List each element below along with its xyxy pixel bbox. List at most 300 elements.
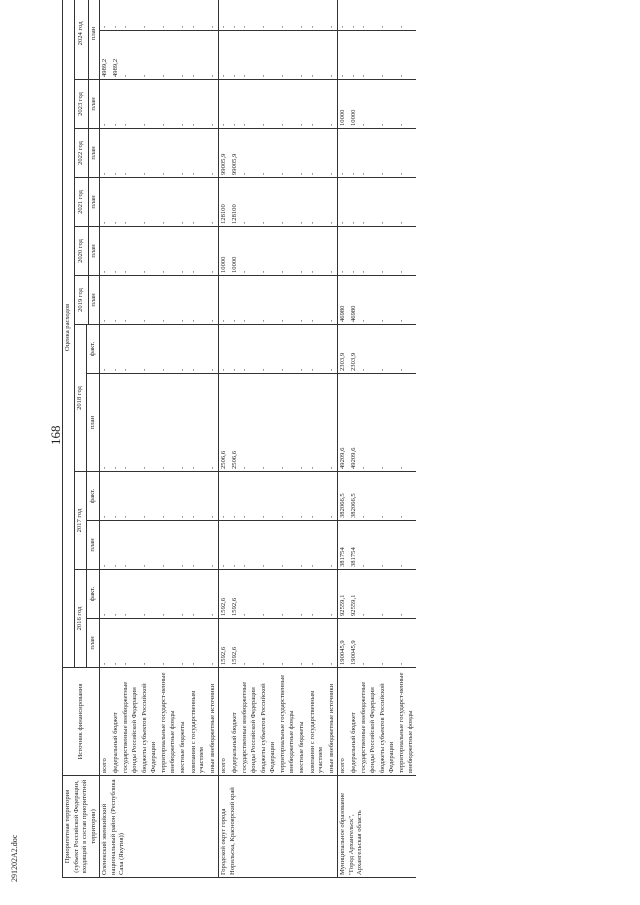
value-cell: - (100, 374, 111, 472)
value-cell: - (111, 129, 122, 178)
value-cell: - (240, 619, 259, 668)
value-cell: - (327, 619, 338, 668)
value-cell: - (140, 521, 159, 570)
value-cell: 1592,6 (219, 570, 230, 619)
value-cell: - (100, 0, 111, 31)
source-cell: всего (219, 668, 230, 776)
header-plan: план (87, 521, 100, 570)
value-cell: - (178, 178, 189, 227)
value-cell: - (140, 619, 159, 668)
value-cell: 2506,6 (230, 374, 241, 472)
value-cell: - (327, 374, 338, 472)
value-cell: - (140, 178, 159, 227)
value-cell: - (378, 521, 397, 570)
value-cell: - (378, 31, 397, 80)
value-cell: - (278, 129, 297, 178)
value-cell: - (219, 0, 230, 31)
value-cell: - (308, 0, 327, 31)
value-cell: - (338, 31, 349, 80)
value-cell: - (378, 80, 397, 129)
footer-filename: 291202A2.doc (10, 834, 19, 882)
table-row (378, 0, 397, 878)
value-cell: - (259, 31, 278, 80)
value-cell: - (278, 0, 297, 31)
value-cell: - (100, 129, 111, 178)
value-cell: - (378, 227, 397, 276)
value-cell: - (359, 276, 378, 325)
header-plan: план (88, 276, 100, 325)
value-cell: - (140, 31, 159, 80)
value-cell: - (159, 31, 178, 80)
value-cell: - (359, 227, 378, 276)
header-plan: план (88, 80, 100, 129)
value-cell: 99005,9 (230, 129, 241, 178)
value-cell: - (278, 178, 297, 227)
value-cell: - (327, 570, 338, 619)
value-cell: - (100, 178, 111, 227)
value-cell: - (327, 521, 338, 570)
value-cell: - (349, 0, 360, 31)
value-cell: - (240, 227, 259, 276)
value-cell: - (111, 0, 122, 31)
value-cell: - (349, 31, 360, 80)
header-year: 2018 год (74, 325, 87, 472)
value-cell: - (121, 276, 140, 325)
header-year: 2023 год (74, 80, 88, 129)
table-row (121, 0, 140, 878)
value-cell: - (397, 374, 416, 472)
value-cell: - (240, 0, 259, 31)
value-cell: - (359, 31, 378, 80)
value-cell: - (189, 80, 208, 129)
value-cell: - (208, 521, 219, 570)
value-cell: - (189, 31, 208, 80)
value-cell: - (378, 472, 397, 521)
value-cell: - (111, 227, 122, 276)
value-cell: 2303,9 (338, 325, 349, 374)
value-cell: - (121, 570, 140, 619)
value-cell: - (278, 619, 297, 668)
value-cell: - (359, 325, 378, 374)
value-cell: - (219, 325, 230, 374)
value-cell: - (100, 227, 111, 276)
value-cell: - (278, 276, 297, 325)
value-cell: - (189, 521, 208, 570)
value-cell: - (219, 521, 230, 570)
table-row (240, 0, 259, 878)
value-cell: - (338, 178, 349, 227)
value-cell: - (397, 178, 416, 227)
source-cell: территориальные государст-венные внебюджетные фонды (159, 668, 178, 776)
value-cell: - (297, 0, 308, 31)
value-cell: - (240, 374, 259, 472)
value-cell: - (397, 276, 416, 325)
value-cell: - (100, 619, 111, 668)
value-cell: - (159, 325, 178, 374)
value-cell: 92559,1 (349, 570, 360, 619)
value-cell: - (378, 374, 397, 472)
value-cell: - (100, 472, 111, 521)
value-cell: - (397, 0, 416, 31)
value-cell: - (327, 178, 338, 227)
value-cell: - (240, 276, 259, 325)
header-plan: план (88, 227, 100, 276)
value-cell: - (140, 80, 159, 129)
value-cell: - (230, 325, 241, 374)
value-cell: - (121, 129, 140, 178)
value-cell: 1592,6 (219, 619, 230, 668)
value-cell: - (278, 31, 297, 80)
value-cell: - (278, 570, 297, 619)
value-cell: - (159, 570, 178, 619)
table-row (189, 0, 208, 878)
source-cell: иные внебюджетные источники (208, 668, 219, 776)
table-row (259, 0, 278, 878)
value-cell: - (359, 0, 378, 31)
value-cell: - (208, 570, 219, 619)
value-cell: - (378, 276, 397, 325)
value-cell: 4989,2 (111, 31, 122, 80)
table-row (308, 0, 327, 878)
header-plan: план (87, 619, 100, 668)
value-cell: - (189, 0, 208, 31)
value-cell: 92559,1 (338, 570, 349, 619)
value-cell: - (111, 276, 122, 325)
value-cell: - (397, 570, 416, 619)
rotated-table-wrapper (62, 21, 627, 878)
value-cell: - (219, 80, 230, 129)
value-cell: 1592,6 (230, 619, 241, 668)
value-cell: - (308, 374, 327, 472)
value-cell: - (297, 129, 308, 178)
value-cell: 190045,9 (338, 619, 349, 668)
source-cell: местные бюджеты (297, 668, 308, 776)
value-cell: - (189, 374, 208, 472)
table-row (397, 0, 416, 878)
value-cell: - (208, 80, 219, 129)
value-cell: - (208, 227, 219, 276)
source-cell: иные внебюджетные источники (327, 668, 338, 776)
value-cell: - (100, 276, 111, 325)
value-cell: - (121, 374, 140, 472)
value-cell: - (219, 472, 230, 521)
value-cell: - (178, 374, 189, 472)
value-cell: - (208, 325, 219, 374)
value-cell: - (259, 80, 278, 129)
value-cell: - (259, 570, 278, 619)
table-body (100, 0, 417, 878)
value-cell: - (178, 227, 189, 276)
value-cell: - (159, 0, 178, 31)
value-cell: 49209,6 (349, 374, 360, 472)
value-cell: - (327, 227, 338, 276)
value-cell: - (359, 80, 378, 129)
source-cell: территориальные государственные внебюджетные фонды (278, 668, 297, 776)
header-territory: Приоритетная территория (субъект Российской Федерации, входящий в состав приоритетной территории) (63, 776, 100, 878)
territory-cell: Муниципальное образование "Город Архангельск", Архангельская область (338, 776, 417, 878)
value-cell: - (259, 0, 278, 31)
value-cell: - (297, 325, 308, 374)
value-cell: - (121, 472, 140, 521)
value-cell: - (359, 619, 378, 668)
value-cell: - (378, 570, 397, 619)
value-cell: - (178, 129, 189, 178)
value-cell: - (278, 80, 297, 129)
value-cell: - (121, 227, 140, 276)
value-cell: 382066,5 (338, 472, 349, 521)
value-cell: - (178, 472, 189, 521)
value-cell: - (397, 80, 416, 129)
value-cell: - (189, 276, 208, 325)
table-row (111, 0, 122, 878)
value-cell: - (208, 0, 219, 31)
value-cell: - (230, 31, 241, 80)
value-cell: - (259, 374, 278, 472)
value-cell: 1592,6 (230, 570, 241, 619)
value-cell: - (297, 374, 308, 472)
value-cell: - (140, 472, 159, 521)
territory-cell: Городской округ города Норильска, Красноярский край (219, 776, 338, 878)
value-cell: - (230, 0, 241, 31)
value-cell: - (111, 80, 122, 129)
value-cell: - (327, 325, 338, 374)
value-cell: - (397, 325, 416, 374)
value-cell: 10000 (230, 227, 241, 276)
value-cell: - (327, 80, 338, 129)
value-cell: - (178, 31, 189, 80)
value-cell: - (178, 0, 189, 31)
source-cell: всего (338, 668, 349, 776)
value-cell: - (240, 80, 259, 129)
value-cell: - (159, 374, 178, 472)
value-cell: - (359, 570, 378, 619)
value-cell: - (159, 472, 178, 521)
value-cell: - (397, 521, 416, 570)
value-cell: - (278, 521, 297, 570)
value-cell: - (140, 276, 159, 325)
value-cell: - (208, 619, 219, 668)
value-cell: 99005,9 (219, 129, 230, 178)
value-cell: - (208, 31, 219, 80)
value-cell: - (259, 129, 278, 178)
source-cell: местные бюджеты (178, 668, 189, 776)
value-cell: - (240, 178, 259, 227)
value-cell: 381754 (349, 521, 360, 570)
table-row (278, 0, 297, 878)
value-cell: - (308, 325, 327, 374)
value-cell: - (308, 570, 327, 619)
value-cell: - (297, 178, 308, 227)
value-cell: - (297, 276, 308, 325)
value-cell: - (178, 570, 189, 619)
table-row (100, 0, 111, 878)
value-cell: - (297, 619, 308, 668)
value-cell: - (259, 325, 278, 374)
value-cell: - (278, 325, 297, 374)
expense-table (62, 0, 416, 878)
value-cell: - (140, 129, 159, 178)
value-cell: 381754 (338, 521, 349, 570)
header-year: 2022 год (74, 129, 88, 178)
value-cell: - (378, 619, 397, 668)
table-row (327, 0, 338, 878)
value-cell: - (111, 472, 122, 521)
value-cell: 46980 (338, 276, 349, 325)
value-cell: - (240, 129, 259, 178)
value-cell: - (121, 80, 140, 129)
value-cell: - (338, 129, 349, 178)
value-cell: - (297, 472, 308, 521)
source-cell: компании с государственным участием (189, 668, 208, 776)
value-cell: - (189, 129, 208, 178)
value-cell: - (297, 80, 308, 129)
header-group: Оценка расходов (63, 0, 75, 668)
value-cell: - (240, 570, 259, 619)
value-cell: 46980 (349, 276, 360, 325)
value-cell: - (349, 129, 360, 178)
value-cell: - (297, 570, 308, 619)
value-cell: - (121, 619, 140, 668)
value-cell: - (208, 178, 219, 227)
value-cell: - (208, 129, 219, 178)
value-cell: - (278, 374, 297, 472)
source-cell: территориальные государст-венные внебюджетные фонды (397, 668, 416, 776)
value-cell: - (278, 472, 297, 521)
value-cell: - (230, 276, 241, 325)
source-cell: государственные внебюджетные фонды Российской Федерации (359, 668, 378, 776)
value-cell: - (121, 31, 140, 80)
source-cell: компании с государственным участием (308, 668, 327, 776)
value-cell: - (219, 276, 230, 325)
value-cell: - (230, 521, 241, 570)
header-fact: факт. (87, 472, 100, 521)
value-cell: - (111, 570, 122, 619)
value-cell: - (100, 325, 111, 374)
value-cell: - (397, 227, 416, 276)
value-cell: - (140, 0, 159, 31)
header-year: 2019 год (74, 276, 88, 325)
value-cell: - (338, 227, 349, 276)
value-cell: - (178, 325, 189, 374)
header-year: 2017 год (74, 472, 87, 570)
value-cell: - (327, 276, 338, 325)
value-cell: - (111, 619, 122, 668)
value-cell: - (378, 325, 397, 374)
value-cell: - (259, 227, 278, 276)
value-cell: - (359, 521, 378, 570)
header-source: Источник финансирования (63, 668, 100, 776)
table-row (159, 0, 178, 878)
value-cell: - (308, 276, 327, 325)
value-cell: - (240, 521, 259, 570)
value-cell: - (297, 521, 308, 570)
value-cell: - (140, 570, 159, 619)
header-plan: план (87, 374, 100, 472)
value-cell: - (278, 227, 297, 276)
value-cell: - (140, 227, 159, 276)
value-cell: - (159, 129, 178, 178)
value-cell: - (189, 227, 208, 276)
value-cell: - (159, 227, 178, 276)
value-cell: 10000 (349, 80, 360, 129)
source-cell: бюджеты субъектов Российской Федерации (259, 668, 278, 776)
table-row (338, 0, 349, 878)
value-cell: - (178, 276, 189, 325)
value-cell: - (240, 325, 259, 374)
header-fact: факт. (87, 570, 100, 619)
source-cell: бюджеты субъектов Российской Федерации (378, 668, 397, 776)
value-cell: - (189, 619, 208, 668)
value-cell: - (327, 129, 338, 178)
value-cell: - (178, 80, 189, 129)
value-cell: - (259, 276, 278, 325)
value-cell: - (397, 472, 416, 521)
value-cell: - (189, 178, 208, 227)
header-year: 2024 год (74, 0, 88, 80)
header-year: 2016 год (74, 570, 87, 668)
source-cell: бюджеты субъектов Российской Федерации (140, 668, 159, 776)
value-cell: - (297, 227, 308, 276)
value-cell: 4989,2 (100, 31, 111, 80)
header-plan: план (88, 0, 100, 80)
value-cell: - (159, 276, 178, 325)
value-cell: - (397, 619, 416, 668)
value-cell: - (378, 0, 397, 31)
table-row (349, 0, 360, 878)
territory-cell: Оленекский эвенкийский национальный район (Республика Саха (Якутия)) (100, 776, 219, 878)
value-cell: - (100, 80, 111, 129)
header-plan: план (88, 129, 100, 178)
header-year: 2021 год (74, 178, 88, 227)
table-row (230, 0, 241, 878)
source-cell: федеральный бюджет (349, 668, 360, 776)
value-cell: - (111, 521, 122, 570)
value-cell: - (159, 80, 178, 129)
value-cell: - (308, 619, 327, 668)
value-cell: - (327, 0, 338, 31)
value-cell: - (189, 325, 208, 374)
source-cell: федеральный бюджет (230, 668, 241, 776)
value-cell: - (297, 31, 308, 80)
table-row (297, 0, 308, 878)
value-cell: - (189, 570, 208, 619)
value-cell: - (111, 374, 122, 472)
table-row (178, 0, 189, 878)
header-plan: план (88, 178, 100, 227)
value-cell: 190045,9 (349, 619, 360, 668)
value-cell: - (259, 472, 278, 521)
value-cell: - (397, 31, 416, 80)
value-cell: - (327, 472, 338, 521)
value-cell: - (308, 129, 327, 178)
value-cell: - (230, 472, 241, 521)
value-cell: 382066,5 (349, 472, 360, 521)
value-cell: - (308, 178, 327, 227)
value-cell: 128100 (219, 178, 230, 227)
value-cell: - (208, 276, 219, 325)
value-cell: 2506,6 (219, 374, 230, 472)
source-cell: всего (100, 668, 111, 776)
value-cell: - (308, 227, 327, 276)
value-cell: 10000 (219, 227, 230, 276)
value-cell: - (208, 472, 219, 521)
value-cell: - (159, 521, 178, 570)
value-cell: - (121, 0, 140, 31)
value-cell: 2303,9 (349, 325, 360, 374)
value-cell: - (259, 178, 278, 227)
value-cell: - (140, 374, 159, 472)
table-row (208, 0, 219, 878)
